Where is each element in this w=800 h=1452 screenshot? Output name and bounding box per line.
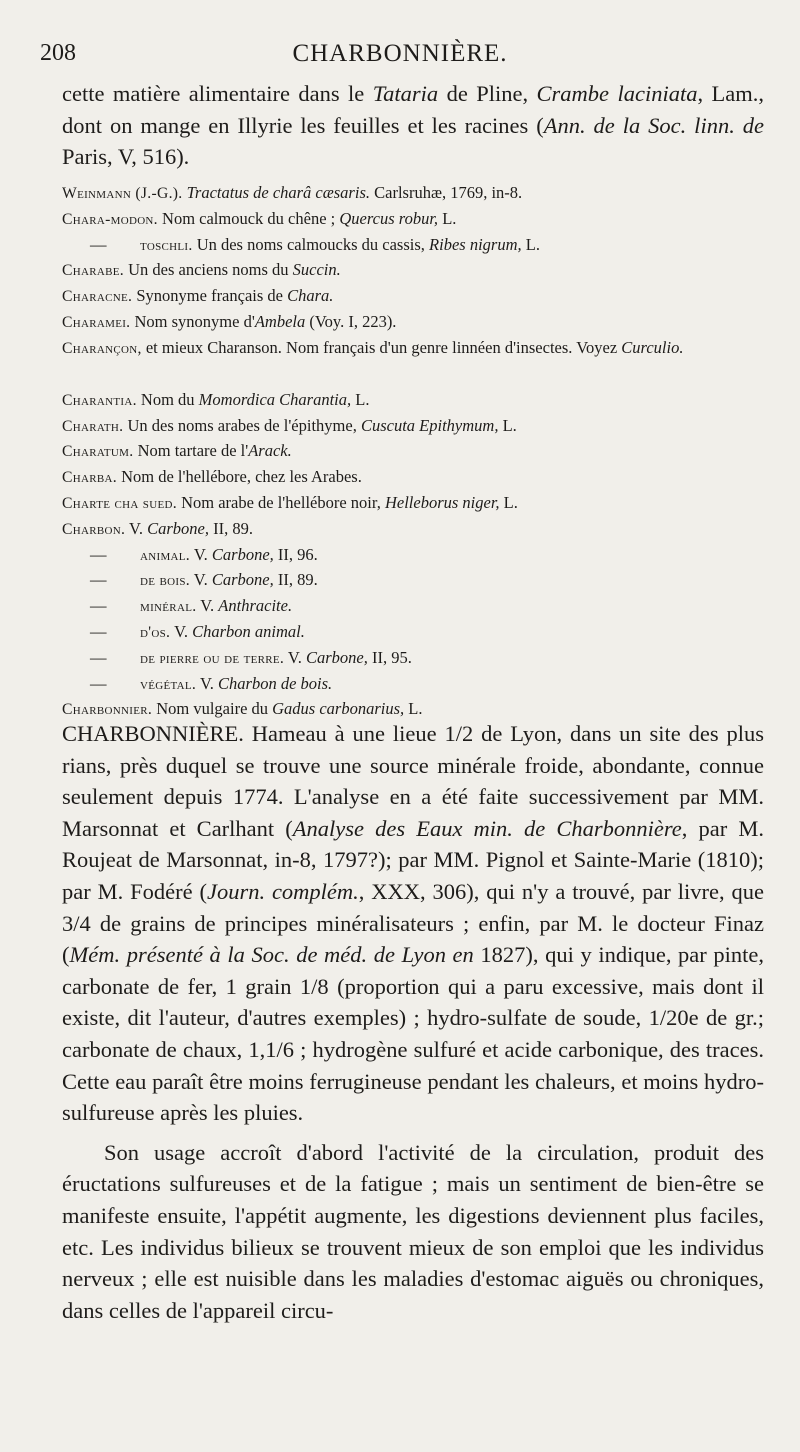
entry-dash: — bbox=[90, 570, 107, 590]
entry-headword: Chara-modon. bbox=[62, 210, 158, 228]
entry-headword: Charbonnier. bbox=[62, 701, 153, 719]
entry-text: Nom arabe de l'hellébore noir, bbox=[176, 492, 385, 512]
entry-row bbox=[62, 206, 764, 232]
entry-italic: Carbone, bbox=[211, 570, 274, 590]
entry-text: Nom tartare de l' bbox=[133, 441, 249, 461]
entry-dash: — bbox=[90, 673, 107, 693]
entry-dash: — bbox=[90, 647, 107, 667]
entry-text: II, 96. bbox=[273, 544, 318, 564]
entry-text: Carlsruhæ, 1769, in-8. bbox=[370, 183, 523, 202]
entry-headword: Charath. bbox=[62, 417, 124, 435]
entry-headword: de bois. bbox=[140, 572, 190, 590]
entry-text: V. bbox=[190, 544, 212, 564]
entry-row bbox=[62, 490, 764, 516]
entry-text: V. bbox=[196, 673, 219, 693]
entry-italic: Momordica Charantia, bbox=[198, 389, 352, 409]
entry-italic: Curculio. bbox=[621, 337, 684, 357]
entry-italic: Carbone, bbox=[147, 518, 209, 538]
entry-headword: Charte cha sued. bbox=[62, 494, 177, 512]
entry-row bbox=[62, 335, 764, 387]
entry-row bbox=[62, 387, 764, 413]
entry-italic: Cuscuta Epithymum, bbox=[360, 415, 499, 435]
entry-text: II, 89. bbox=[273, 570, 318, 590]
entry-italic: Succin. bbox=[292, 260, 341, 280]
intro-paragraph: cette matière alimentaire dans le Tataria de Pline, Crambe laciniata, Lam., dont on mange en Illyrie les feuilles et les racines (Ann. de la Soc. linn. de Paris, V, 516). bbox=[62, 81, 764, 170]
entry-text: Nom de l'hellébore, chez les Arabes. bbox=[116, 467, 362, 487]
entry-text: Un des noms calmoucks du cassis, bbox=[192, 234, 430, 254]
entry-row bbox=[62, 438, 764, 464]
entry-headword: Weinmann (J.-G.). bbox=[62, 185, 183, 202]
entry-text: et mieux Charanson. Nom français d'un genre linnéen d'insectes. Voyez bbox=[141, 337, 622, 357]
entry-text: L. bbox=[498, 415, 517, 435]
entry-text: V. bbox=[189, 570, 212, 590]
entry-headword: végétal. bbox=[140, 675, 197, 693]
entry-row bbox=[62, 671, 764, 697]
entry-row bbox=[62, 180, 764, 206]
entry-italic: Charbon animal. bbox=[192, 621, 305, 641]
entry-italic: Anthracite. bbox=[218, 596, 293, 616]
entry-text: Nom synonyme d' bbox=[130, 311, 255, 331]
entry-headword: Characne. bbox=[62, 288, 133, 306]
entry-row bbox=[62, 516, 764, 542]
entry-italic: Quercus robur, bbox=[339, 208, 439, 228]
page-header bbox=[40, 40, 760, 76]
entry-italic: Tractatus de charâ cæsaris. bbox=[186, 183, 370, 202]
dictionary-entries bbox=[62, 180, 764, 722]
entry-text: V. bbox=[196, 596, 219, 616]
entry-text: Nom du bbox=[136, 389, 199, 409]
entry-row bbox=[62, 542, 764, 568]
entry-italic: Carbone, bbox=[211, 544, 274, 564]
entry-italic: Ambela bbox=[254, 311, 306, 331]
entry-row bbox=[62, 464, 764, 490]
entry-row bbox=[62, 309, 764, 335]
entry-text: L. bbox=[438, 208, 457, 228]
entry-dash: — bbox=[90, 596, 107, 616]
entry-text: II, 95. bbox=[367, 647, 412, 667]
entry-italic: Ribes nigrum, bbox=[429, 234, 522, 254]
entry-row bbox=[62, 619, 764, 645]
entry-text: II, 89. bbox=[208, 518, 253, 538]
entry-text: L. bbox=[499, 492, 518, 512]
entry-headword: Charba. bbox=[62, 469, 117, 487]
article-headword: CHARBONNIÈRE. bbox=[62, 721, 244, 746]
entry-headword: Charamei. bbox=[62, 313, 131, 331]
entry-headword: Charabe. bbox=[62, 262, 124, 280]
entry-italic: Charbon de bois. bbox=[218, 673, 333, 693]
entry-text: (Voy. I, 223). bbox=[305, 311, 397, 331]
entry-row bbox=[62, 593, 764, 619]
entry-italic: Gadus carbonarius, bbox=[272, 699, 405, 719]
main-article bbox=[62, 718, 764, 1326]
entry-text: Synonyme français de bbox=[132, 286, 288, 306]
entry-italic: Helleborus niger, bbox=[384, 492, 500, 512]
entry-headword: de pierre ou de terre. bbox=[140, 649, 285, 667]
entry-headword: Charançon, bbox=[62, 339, 142, 357]
entry-text: L. bbox=[521, 234, 540, 254]
entry-row bbox=[62, 413, 764, 439]
entry-row bbox=[62, 645, 764, 671]
entry-headword: d'os. bbox=[140, 623, 171, 641]
entry-text: Nom vulgaire du bbox=[152, 699, 273, 719]
entry-headword: Charantia. bbox=[62, 391, 137, 409]
article-paragraph: CHARBONNIÈRE. Hameau à une lieue 1/2 de Lyon, dans un site des plus rians, près duquel se trouve une source minérale froide, abondante, connue seulement depuis 1774. L'analyse en a été faite successivement par MM. Marsonnat et Carlhant (Analyse des Eaux min. de Charbonnière, par M. Roujeat de Marsonnat, in-8, 1797?); par MM. Pignol et Sainte-Marie (1810); par M. Fodéré (Journ. complém., XXX, 306), qui n'y a trouvé, par livre, que 3/4 de grains de principes minéralisateurs ; enfin, par M. le docteur Finaz (Mém. présenté à la Soc. de méd. de Lyon en 1827), qui y indique, par pinte, carbonate de fer, 1 grain 1/8 (proportion qui a paru excessive, mais dont il existe, dit l'auteur, d'autres exemples) ; hydro-sulfate de soude, 1/20e de gr.; carbonate de chaux, 1,1/6 ; hydrogène sulfuré et acide carbonique, des traces. Cette eau paraît être moins ferrugineuse pendant les chaleurs, et moins hydro-sulfureuse après les pluies. bbox=[62, 721, 765, 1126]
entry-text: L. bbox=[351, 389, 370, 409]
entry-row bbox=[62, 232, 764, 258]
entry-headword: Charatum. bbox=[62, 443, 134, 461]
entry-italic: Arack. bbox=[248, 441, 292, 461]
entry-headword: minéral. bbox=[140, 598, 197, 616]
entry-italic: Carbone, bbox=[305, 647, 368, 667]
running-title: CHARBONNIÈRE. bbox=[292, 40, 508, 67]
entry-dash: — bbox=[90, 544, 107, 564]
entry-headword: toschli. bbox=[140, 236, 193, 254]
entry-row bbox=[62, 257, 764, 283]
entry-text: V. bbox=[125, 518, 148, 538]
entry-italic: Chara. bbox=[287, 286, 334, 306]
entry-text: Nom calmouck du chêne ; bbox=[157, 208, 340, 228]
entry-text: Un des anciens noms du bbox=[123, 260, 293, 280]
entry-row bbox=[62, 567, 764, 593]
entry-dash: — bbox=[90, 234, 107, 254]
entry-row bbox=[62, 283, 764, 309]
article-paragraph: Son usage accroît d'abord l'activité de la circulation, produit des éructations sulfureuses et de la fatigue ; mais un sentiment de bien-être se manifeste ensuite, l'appétit augmente, les digestions deviennent plus faciles, etc. Les individus bilieux se trouvent mieux de son emploi que les individus nerveux ; elle est nuisible dans les maladies d'estomac aiguës ou chroniques, dans celles de l'appareil circu- bbox=[62, 1139, 764, 1323]
entry-dash: — bbox=[90, 621, 107, 641]
entry-headword: animal. bbox=[140, 546, 191, 564]
entry-text: L. bbox=[404, 699, 423, 719]
entry-text: Un des noms arabes de l'épithyme, bbox=[123, 415, 361, 435]
entry-text: V. bbox=[284, 647, 306, 667]
entry-headword: Charbon. bbox=[62, 520, 126, 538]
entry-text: V. bbox=[170, 621, 193, 641]
page-number: 208 bbox=[40, 40, 76, 66]
